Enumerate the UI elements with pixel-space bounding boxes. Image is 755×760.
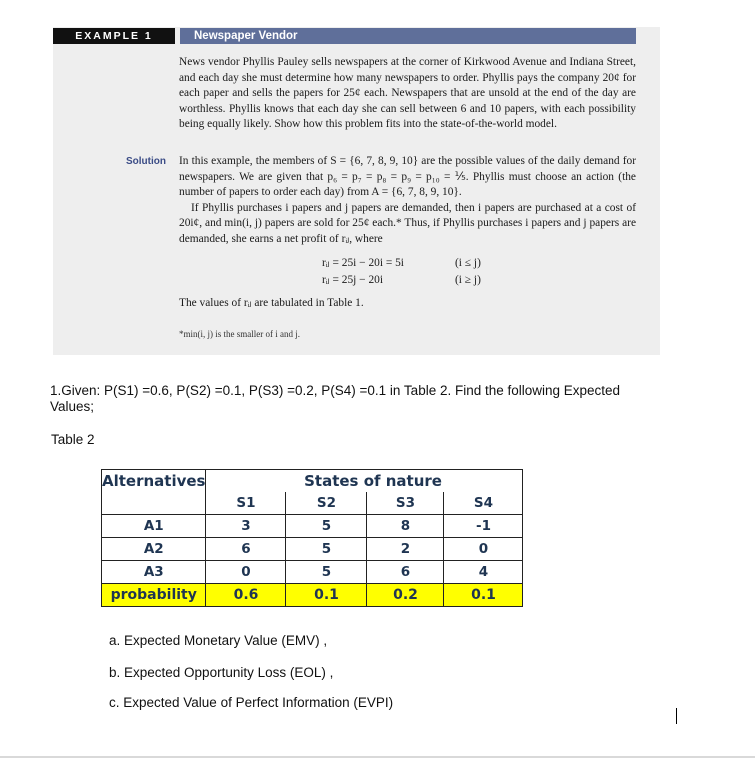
states-header: States of nature <box>206 470 444 493</box>
list-item-eol: b. Expected Opportunity Loss (EOL) , <box>109 665 334 680</box>
table-cell: 0 <box>444 538 523 561</box>
table-row <box>102 515 523 538</box>
alternatives-header: Alternatives <box>102 470 206 515</box>
solution-label: Solution <box>126 156 166 167</box>
payoff-table <box>101 469 523 607</box>
probability-label: probability <box>102 584 206 607</box>
row-label: A1 <box>102 515 206 538</box>
column-header: S3 <box>367 492 444 515</box>
list-item-emv: a. Expected Monetary Value (EMV) , <box>109 633 328 648</box>
column-header: S2 <box>286 492 367 515</box>
equation-2: rᵢⱼ = 25j − 20i <box>322 274 383 286</box>
table-cell: 6 <box>367 561 444 584</box>
example-label: EXAMPLE 1 <box>53 28 175 44</box>
equation-2-condition: (i ≥ j) <box>455 274 481 286</box>
table-cell: 8 <box>367 515 444 538</box>
tabulated-note: The values of rᵢⱼ are tabulated in Table 1. <box>179 297 364 309</box>
equation-1-condition: (i ≤ j) <box>455 257 481 269</box>
table-cell: 5 <box>286 515 367 538</box>
solution-paragraph-1: In this example, the members of S = {6, 7, 8, 9, 10} are the possible values of the daily demand for newspapers. We are given that p₆ = p₇ = p₈ = p₉ = p₁₀ = ⅕. Phyllis must choose an action (the number of papers to order each day) from A = {6, 7, 8, 9, 10}. <box>179 155 636 198</box>
example-title: Newspaper Vendor <box>180 28 636 44</box>
question-text: 1.Given: P(S1) =0.6, P(S2) =0.1, P(S3) =0.2, P(S4) =0.1 in Table 2. Find the following Expected Values; <box>50 383 621 414</box>
text-cursor <box>676 708 677 724</box>
equation-1: rᵢⱼ = 25i − 20i = 5i <box>322 257 404 269</box>
table-cell: 4 <box>444 561 523 584</box>
table-cell: 2 <box>367 538 444 561</box>
probability-value: 0.1 <box>286 584 367 607</box>
solution-paragraph-2: If Phyllis purchases i papers and j papers are demanded, then i papers are purchased at a cost of 20i¢, and min(i, j) papers are sold for 25¢ each.* Thus, if Phyllis purchases i papers and j papers are demanded, she earns a net profit of rᵢⱼ, where <box>179 201 636 245</box>
table-cell: 5 <box>286 561 367 584</box>
payoff-table-container <box>101 469 523 607</box>
probability-value: 0.6 <box>206 584 286 607</box>
table-row <box>102 538 523 561</box>
page-bottom-divider <box>0 756 755 758</box>
problem-text: News vendor Phyllis Pauley sells newspapers at the corner of Kirkwood Avenue and Indiana Street, and each day she must determine how many newspapers to order. Phyllis pays the company 20¢ for each paper and sells the papers for 25¢ each. Newspapers that are unsold at the end of the day are worthless. Phyllis knows that each day she can sell between 6 and 10 papers, with each possibility being equally likely. Show how this problem fits into the state-of-the-world model. <box>179 56 636 130</box>
list-item-evpi: c. Expected Value of Perfect Information (EVPI) <box>109 695 394 710</box>
probability-value: 0.2 <box>367 584 444 607</box>
solution-text <box>179 154 636 247</box>
row-label: A2 <box>102 538 206 561</box>
table-cell: -1 <box>444 515 523 538</box>
table-cell: 5 <box>286 538 367 561</box>
probability-value: 0.1 <box>444 584 523 607</box>
table-caption: Table 2 <box>51 432 95 447</box>
table-cell: 6 <box>206 538 286 561</box>
probability-row <box>102 584 523 607</box>
column-header: S4 <box>444 492 523 515</box>
column-header: S1 <box>206 492 286 515</box>
footnote: *min(i, j) is the smaller of i and j. <box>179 329 300 339</box>
table-cell: 0 <box>206 561 286 584</box>
table-row <box>102 561 523 584</box>
table-cell: 3 <box>206 515 286 538</box>
row-label: A3 <box>102 561 206 584</box>
